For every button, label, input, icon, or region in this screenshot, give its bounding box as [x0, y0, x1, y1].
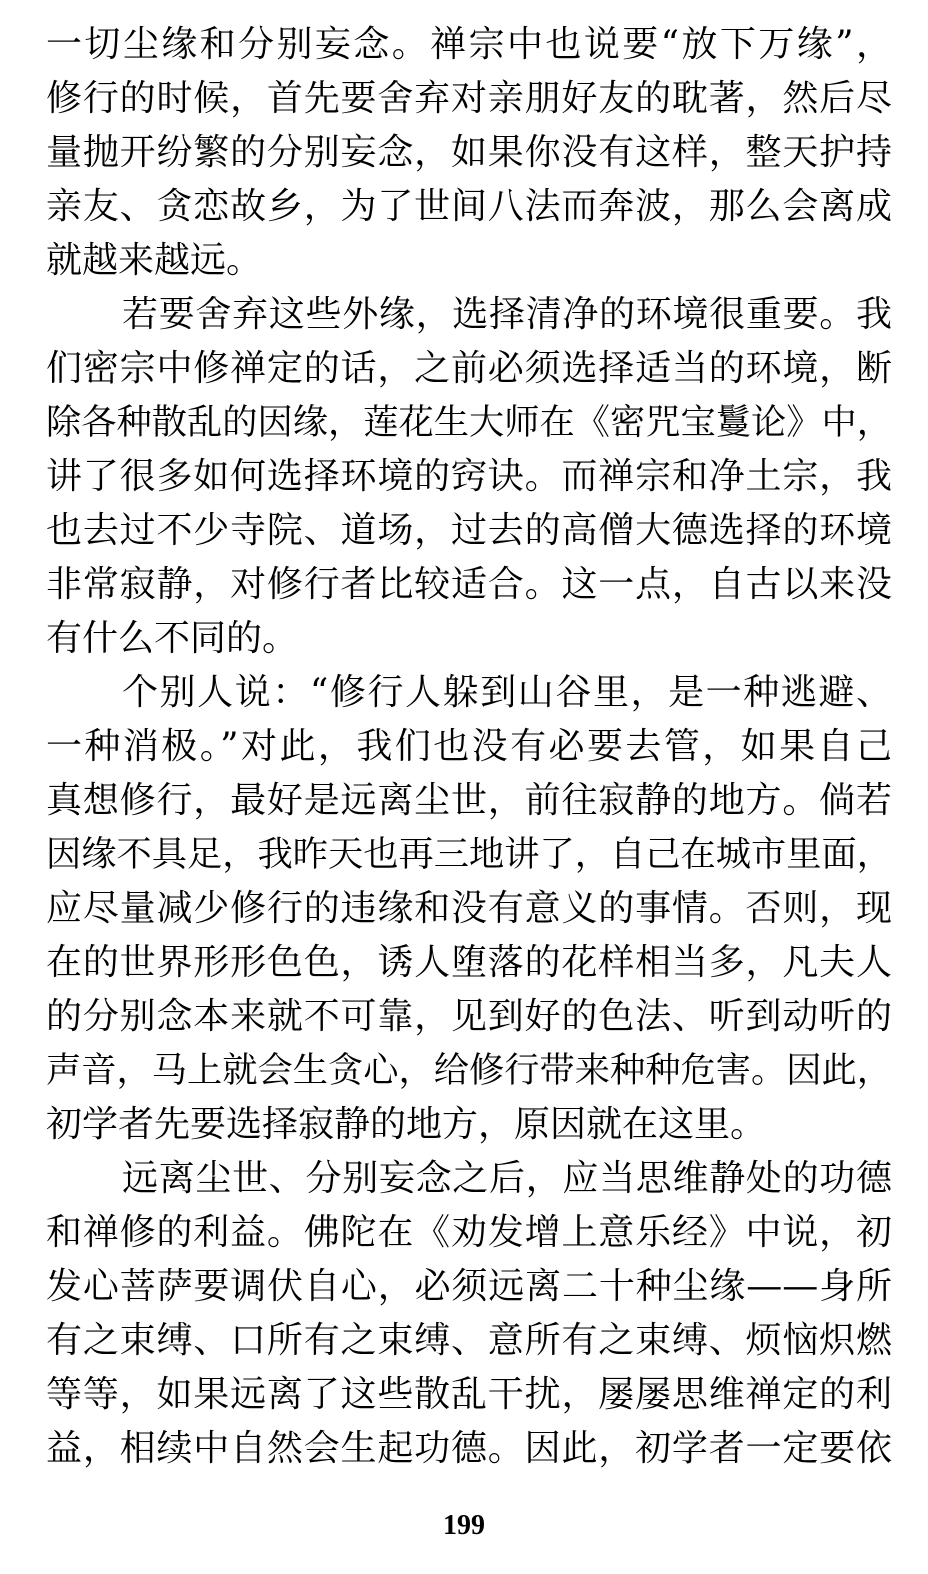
text-line: 就越来越远。: [46, 240, 263, 281]
text-line: 一种消极。”对此，我们也没有必要去管，如果自己: [46, 726, 892, 767]
text-line: 除各种散乱的因缘，莲花生大师在《密咒宝鬘论》中，: [46, 402, 892, 443]
text-line: 亲友、贪恋故乡，为了世间八法而奔波，那么会离成: [46, 186, 892, 227]
text-line: 非常寂静，对修行者比较适合。这一点，自古以来没: [46, 564, 892, 605]
text-line: 的分别念本来就不可靠，见到好的色法、听到动听的: [46, 996, 892, 1037]
text-line: 真想修行，最好是远离尘世，前往寂静的地方。倘若: [46, 780, 892, 821]
text-line: 声音，马上就会生贪心，给修行带来种种危害。因此，: [46, 1050, 892, 1091]
text-line: 也去过不少寺院、道场，过去的高僧大德选择的环境: [46, 510, 892, 551]
document-page: [46, 0, 892, 1574]
text-line: 和禅修的利益。佛陀在《劝发增上意乐经》中说，初: [46, 1212, 892, 1253]
text-line: 量抛开纷繁的分别妄念，如果你没有这样，整天护持: [46, 132, 892, 173]
text-line: 因缘不具足，我昨天也再三地讲了，自己在城市里面，: [46, 834, 892, 875]
text-line: 应尽量减少修行的违缘和没有意义的事情。否则，现: [46, 888, 892, 929]
text-line: 初学者先要选择寂静的地方，原因就在这里。: [46, 1104, 767, 1145]
paragraph-first-line: 个别人说：“修行人躲到山谷里，是一种逃避、: [122, 672, 892, 713]
text-line: 发心菩萨要调伏自心，必须远离二十种尘缘——身所: [46, 1266, 892, 1307]
text-line: 等等，如果远离了这些散乱干扰，屡屡思维禅定的利: [46, 1374, 892, 1415]
text-line: 有什么不同的。: [46, 618, 299, 659]
text-line: 有之束缚、口所有之束缚、意所有之束缚、烦恼炽燃: [46, 1320, 892, 1361]
page-number: 199: [443, 1510, 485, 1541]
text-line: 讲了很多如何选择环境的窍诀。而禅宗和净土宗，我: [46, 456, 892, 497]
text-line: 益，相续中自然会生起功德。因此，初学者一定要依: [46, 1428, 892, 1469]
text-line: 一切尘缘和分别妄念。禅宗中也说要“放下万缘”，: [46, 24, 892, 65]
text-line: 们密宗中修禅定的话，之前必须选择适当的环境，断: [46, 348, 892, 389]
text-line: 修行的时候，首先要舍弃对亲朋好友的耽著，然后尽: [46, 78, 892, 119]
paragraph-first-line: 远离尘世、分别妄念之后，应当思维静处的功德: [122, 1158, 892, 1199]
paragraph-first-line: 若要舍弃这些外缘，选择清净的环境很重要。我: [122, 294, 892, 335]
text-line: 在的世界形形色色，诱人堕落的花样相当多，凡夫人: [46, 942, 892, 983]
